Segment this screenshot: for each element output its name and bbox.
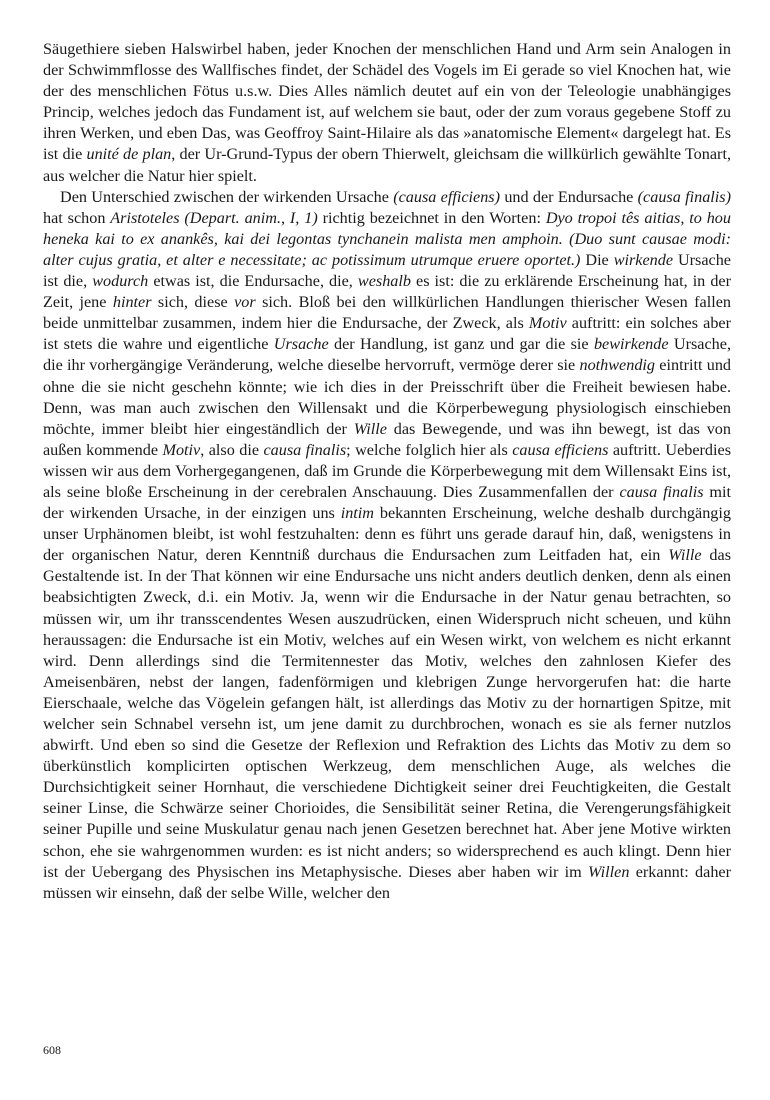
italic-text: Ursache xyxy=(273,335,329,354)
text-run: auftritt: ein solches aber ist stets die wahre und eigentliche xyxy=(43,314,731,354)
text-run: das Bewegende, und was ihn bewegt, ist das von außen kommende xyxy=(43,419,731,459)
text-run: mit der wirkenden Ursache, in der einzigen uns xyxy=(43,482,731,523)
italic-text: weshalb xyxy=(357,272,411,291)
text-run: etwas ist, die Endursache, die, xyxy=(148,272,358,291)
italic-text: unité de plan xyxy=(86,145,172,164)
text-run: bekannten Erscheinung, welche deshalb durchgängig unser Urphänomen bleibt, ist wohl festzuhalten: denn es führt uns gerade darauf hin, daß, wenigstens in der organischen Natur, deren Kenntniß durchaus die Endursachen zum Leitfaden hat, ein xyxy=(43,504,731,565)
italic-text: causa efficiens xyxy=(512,440,609,459)
text-run: Säugethiere sieben Halswirbel haben, jeder Knochen der menschlichen Hand und Arm sein Analogen in der Schwimmflosse des Wallfisches findet, der Schädel des Vogels im Ei gerade so viel Knochen hat, wie der des menschlichen Fötus u.s.w. Dies Alles nämlich deutet auf ein von der Teleologie unabhängiges Princip, welches jedoch das Fundament ist, auf welchem sie baut, oder der zum voraus gegebene Stoff zu ihren Werken, und eben Das, was Geoffroy Saint-Hilaire als das »anatomische Element« dargelegt hat. Es ist die xyxy=(43,40,731,164)
text-run: Ursache, die ihr vorhergängige Veränderung, welche dieselbe hervorruft, vermöge derer sie xyxy=(43,335,731,375)
italic-text: wirkende xyxy=(613,250,674,269)
italic-text: Wille xyxy=(353,419,387,438)
text-run: der Handlung, ist ganz und gar die sie xyxy=(328,335,594,354)
text-run: , also die xyxy=(200,440,264,459)
italic-text: causa finalis xyxy=(263,440,347,459)
paragraph-1 xyxy=(43,39,731,187)
italic-text: intim xyxy=(340,504,374,523)
italic-text: Dyo tropoi tês aitias, to hou heneka kai to ex anankês, kai dei legontas tynchanein malista men amphoin. (Duo sunt causae modi: alter cujus gratia, et alter e necessitate; ac potissimum utrumque eruere oportet.) xyxy=(43,208,731,269)
page-number: 608 xyxy=(43,1043,61,1057)
text-run: richtig bezeichnet in den Worten: xyxy=(317,208,546,227)
italic-text: Wille xyxy=(668,546,702,565)
italic-text: wodurch xyxy=(92,272,149,291)
text-run: eintritt und ohne die sie nicht geschehn könnte; wie ich dies in der Preisschrift über die Freiheit bewiesen habe. Denn, was man auch zwischen den Willensakt und die Körperbewegung physiologisch einschieben möchte, immer bleibt hier eingeständlich der xyxy=(43,356,732,438)
text-run: und der Endursache xyxy=(500,187,638,206)
italic-text: Motiv xyxy=(528,314,567,333)
italic-text: vor xyxy=(234,293,256,312)
text-run: sich, diese xyxy=(151,293,235,312)
text-run: es ist: die zu erklärende Erscheinung hat, in der Zeit, jene xyxy=(43,272,731,312)
italic-text: bewirkende xyxy=(593,335,669,354)
italic-text: Motiv xyxy=(162,440,201,459)
italic-text: (causa efficiens) xyxy=(393,187,501,206)
text-run: das Gestaltende ist. In der That können wir eine Endursache uns nicht anders deutlich denken, denn als einen beabsichtigten Zweck, d.i. ein Motiv. Ja, wenn wir die Endursache in der Natur genau betrachten, so müssen wir, um ihr transscendentes Wesen auszudrücken, einen Widerspruch nicht scheuen, und kühn heraussagen: die Endursache ist ein Motiv, welches auf ein Wesen wirkt, von welchem es nicht erkannt wird. Denn allerdings sind die Termitennester das Motiv, welches den zahnlosen Kiefer des Ameisenbären, nebst der langen, fadenförmigen und klebrigen Zunge hervorgerufen hat: die harte Eierschaale, welche das Vögelein gefangen hält, ist allerdings das Motiv zu der hornartigen Spitze, mit welcher sein Schnabel versehn ist, um jene damit zu durchbrochen, wonach es sie als ferner nutzlos abwirft. Und eben so sind die Gesetze der Reflexion und Refraktion des Lichts das Motiv zu dem so überkünstlich komplicirten optischen Werkzeug, dem menschlichen Auge, als welches die Durchsichtigkeit seiner Hornhaut, die verschiedene Dichtigkeit seiner drei Feuchtigkeiten, die Gestalt seiner Linse, die Schwärze seiner Chorioides, die Sensibilität seiner Retina, die Verengerungsfähigkeit seiner Pupille und seine Muskulatur genau nach jenen Gesetzen berechnet hat. Aber jene Motive wirkten schon, ehe sie wahrgenommen wurden: es ist nicht anders; so widersprechend es auch klingt. Denn hier ist der Uebergang des Physischen ins Metaphysische. Dieses aber haben wir im xyxy=(43,546,732,881)
text-run: sich. Bloß bei den willkürlichen Handlungen thierischer Wesen fallen beide unmittelbar zusammen, indem hier die Endursache, der Zweck, als xyxy=(43,293,731,333)
italic-text: Aristoteles (Depart. anim., I, 1) xyxy=(110,208,318,227)
italic-text: nothwendig xyxy=(579,356,656,375)
italic-text: hinter xyxy=(112,293,152,312)
text-run: erkannt: daher müssen wir einsehn, daß der selbe Wille, welcher den xyxy=(43,862,731,902)
text-run: hat schon xyxy=(43,208,111,227)
italic-text: Willen xyxy=(588,862,630,881)
text-run: Ursache ist die, xyxy=(43,250,731,291)
page-body xyxy=(43,39,731,904)
text-run: , der Ur-Grund-Typus der obern Thierwelt, gleichsam die willkürlich gewählte Tonart, aus welcher die Natur hier spielt. xyxy=(43,145,731,185)
text-run: ; welche folglich hier als xyxy=(346,440,513,459)
text-run: Die xyxy=(580,250,614,269)
italic-text: causa finalis xyxy=(619,482,704,501)
text-run: Den Unterschied zwischen der wirkenden Ursache xyxy=(60,187,394,206)
italic-text: (causa finalis) xyxy=(637,187,731,206)
text-run: auftritt. Ueberdies wissen wir aus dem Vorhergegangenen, daß im Grunde die Körperbewegung mit dem Willensakt Eins ist, als seine bloße Erscheinung in der cerebralen Anschauung. Dies Zusammenfallen der xyxy=(43,440,731,501)
paragraph-2 xyxy=(43,187,731,904)
